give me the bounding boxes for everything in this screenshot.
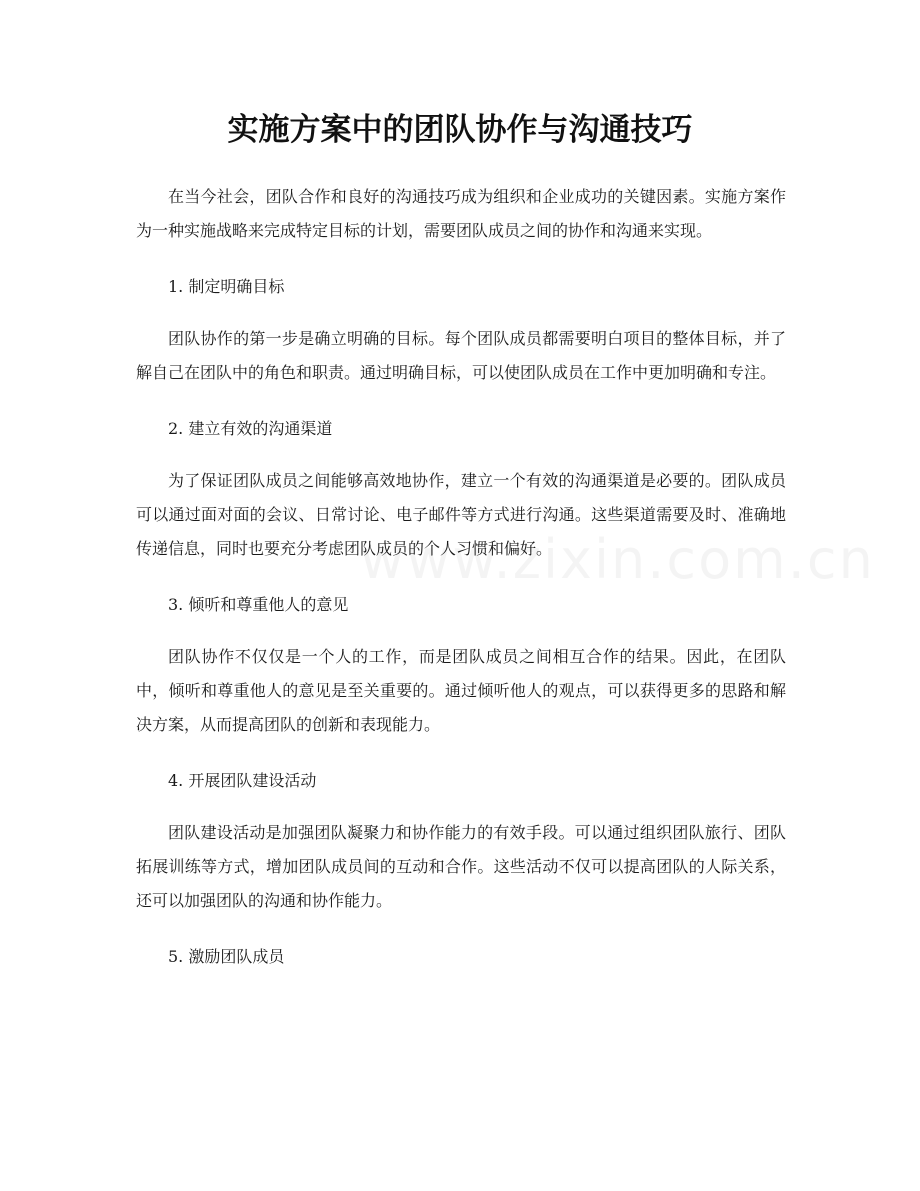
- section-body-2: 为了保证团队成员之间能够高效地协作，建立一个有效的沟通渠道是必要的。团队成员可以通过面对面的会议、日常讨论、电子邮件等方式进行沟通。这些渠道需要及时、准确地传递信息，同时也要充分考虑团队成员的个人习惯和偏好。: [136, 471, 786, 558]
- section-body-1: 团队协作的第一步是确立明确的目标。每个团队成员都需要明白项目的整体目标，并了解自己在团队中的角色和职责。通过明确目标，可以使团队成员在工作中更加明确和专注。: [136, 329, 786, 382]
- intro-paragraph: 在当今社会，团队合作和良好的沟通技巧成为组织和企业成功的关键因素。实施方案作为一种实施战略来完成特定目标的计划，需要团队成员之间的协作和沟通来实现。: [136, 187, 786, 240]
- page-title: 实施方案中的团队协作与沟通技巧: [227, 112, 693, 148]
- document-body: [136, 180, 786, 992]
- section-heading-4: 4. 开展团队建设活动: [168, 771, 317, 790]
- section-heading-2: 2. 建立有效的沟通渠道: [168, 419, 333, 438]
- section-heading-1: 1. 制定明确目标: [168, 277, 285, 296]
- section-body-4: 团队建设活动是加强团队凝聚力和协作能力的有效手段。可以通过组织团队旅行、团队拓展训练等方式，增加团队成员间的互动和合作。这些活动不仅可以提高团队的人际关系，还可以加强团队的沟通和协作能力。: [136, 823, 786, 910]
- section-heading-3: 3. 倾听和尊重他人的意见: [168, 595, 349, 614]
- section-heading-5: 5. 激励团队成员: [168, 947, 285, 966]
- section-body-3: 团队协作不仅仅是一个人的工作，而是团队成员之间相互合作的结果。因此，在团队中，倾听和尊重他人的意见是至关重要的。通过倾听他人的观点，可以获得更多的思路和解决方案，从而提高团队的创新和表现能力。: [136, 647, 786, 734]
